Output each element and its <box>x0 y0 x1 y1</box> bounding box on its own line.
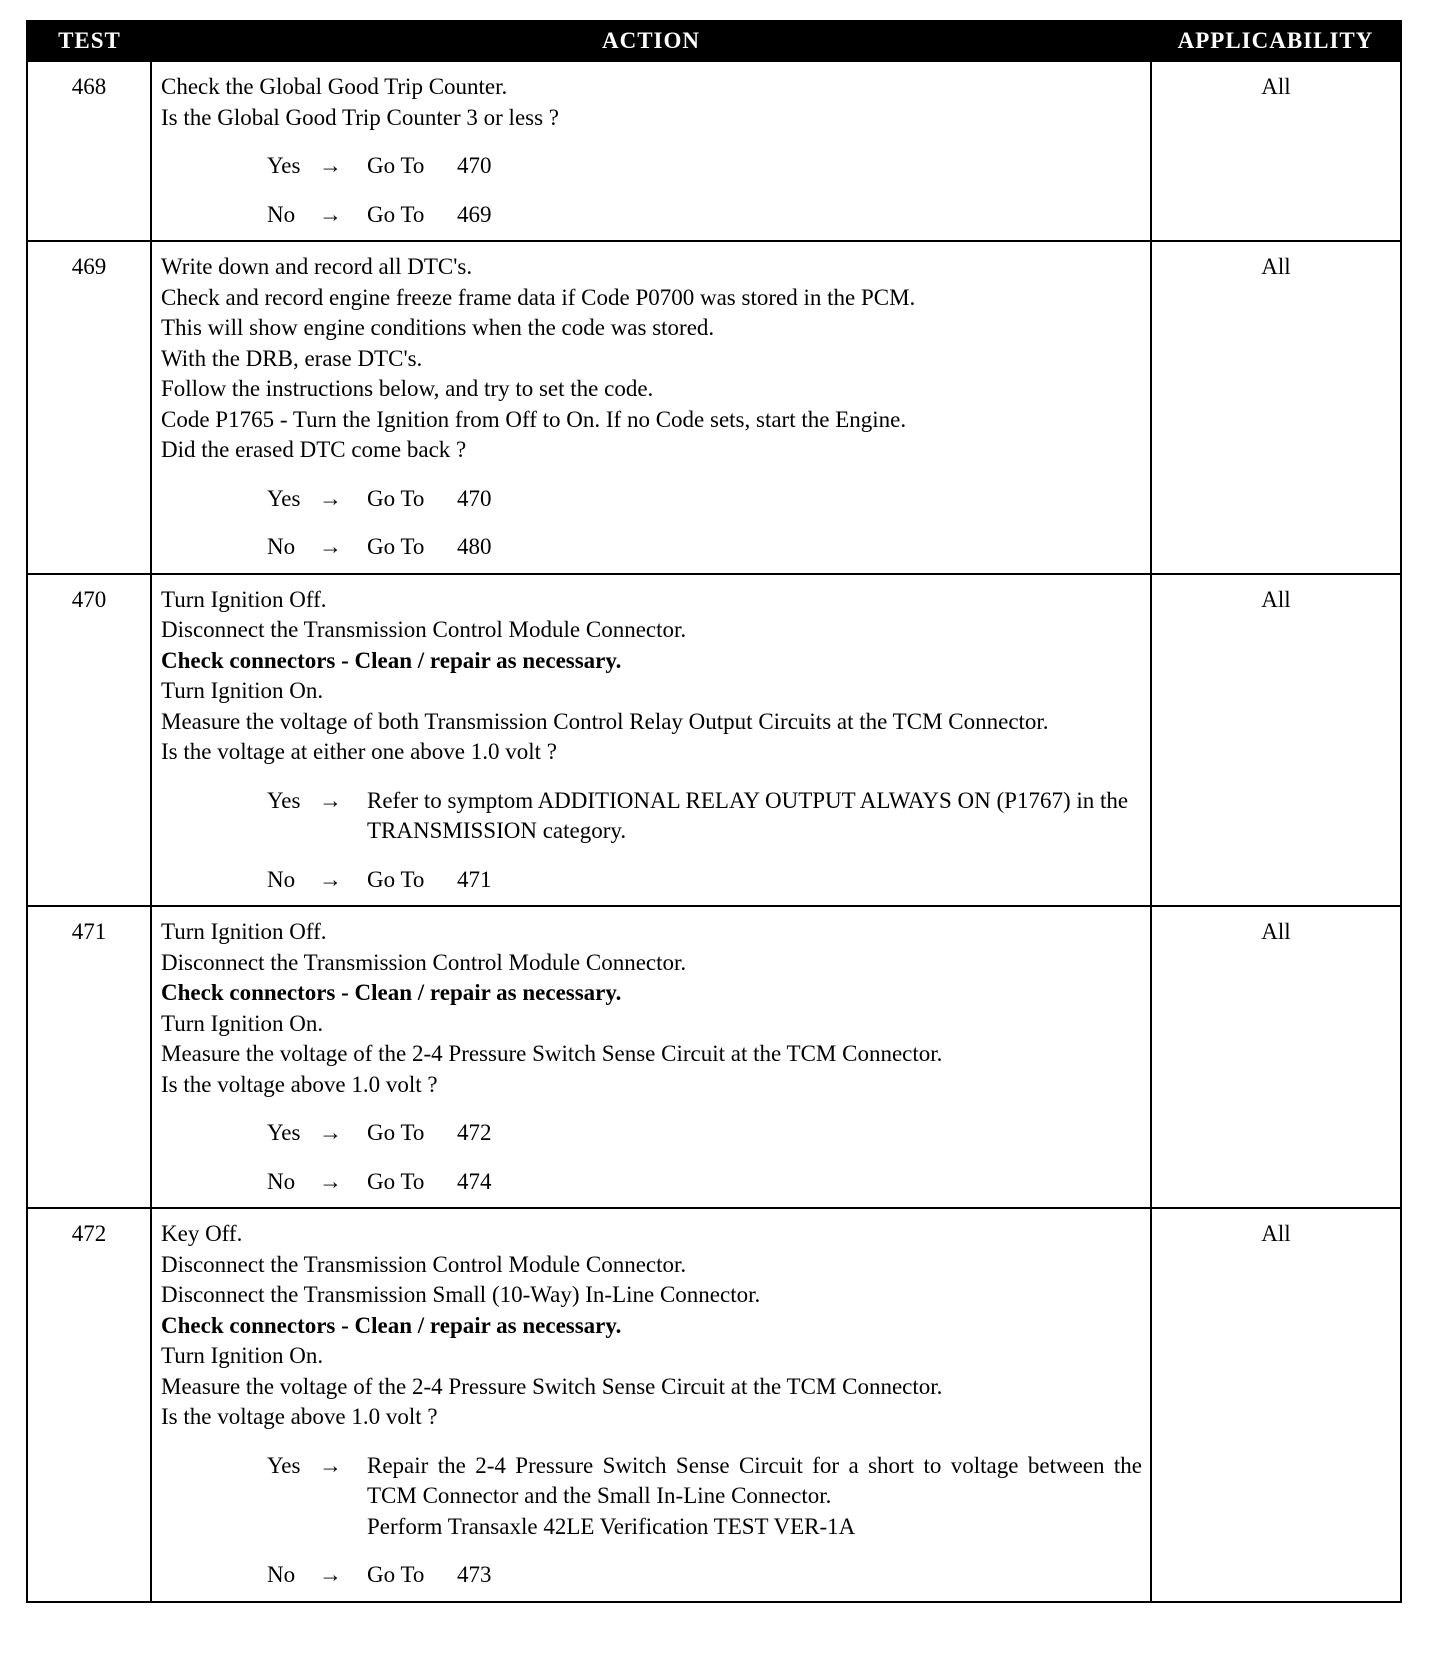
outcome-result <box>367 200 1142 231</box>
action-line: Disconnect the Transmission Control Module Connector. <box>161 617 687 642</box>
outcome-instruction: Repair the 2-4 Pressure Switch Sense Circuit for a short to voltage between the TCM Connector and the Small In-Line Connector. <box>367 1452 1142 1508</box>
applicability-value: All <box>1151 61 1400 241</box>
goto-label: Go To <box>367 1120 425 1145</box>
outcomes <box>161 1451 1142 1591</box>
outcome-answer: No <box>267 1168 296 1194</box>
outcome-result <box>367 786 1142 847</box>
action-line: Disconnect the Transmission Control Module Connector. <box>161 1251 687 1277</box>
action-line: This will show engine conditions when the code was stored. <box>161 315 715 340</box>
goto-label: Go To <box>367 1168 425 1194</box>
outcome-no <box>161 1167 1142 1198</box>
goto-label: Go To <box>367 153 425 178</box>
test-number: 469 <box>28 241 151 574</box>
outcome-yes <box>161 484 1142 515</box>
action-line: Write down and record all DTC's. <box>161 254 473 279</box>
outcome-yes <box>161 151 1142 182</box>
action-line: Measure the voltage of both Transmission Control Relay Output Circuits at the TCM Connector. <box>161 708 1049 734</box>
action-line: Is the voltage at either one above 1.0 volt ? <box>161 739 557 764</box>
action-cell <box>151 241 1151 574</box>
goto-label: Go To <box>367 485 425 511</box>
action-line: Measure the voltage of the 2-4 Pressure Switch Sense Circuit at the TCM Connector. <box>161 1041 943 1066</box>
action-line: Check and record engine freeze frame data if Code P0700 was stored in the PCM. <box>161 284 916 310</box>
applicability-value: All <box>1151 1208 1400 1601</box>
outcome-no <box>161 865 1142 896</box>
goto-target: 471 <box>457 866 492 892</box>
action-line: Is the voltage above 1.0 volt ? <box>161 1071 438 1097</box>
outcome-instruction: Refer to symptom ADDITIONAL RELAY OUTPUT ALWAYS ON (P1767) in the TRANSMISSION category. <box>367 787 1129 843</box>
outcome-answer: No <box>267 866 296 892</box>
applicability-value: All <box>1151 574 1400 907</box>
action-line: Turn Ignition Off. <box>161 919 327 944</box>
goto-target: 480 <box>457 534 492 559</box>
header-row <box>28 22 1400 61</box>
outcome-result <box>367 1167 1142 1198</box>
action-line: Turn Ignition Off. <box>161 586 327 612</box>
outcome-result <box>367 1118 1142 1149</box>
goto-target: 474 <box>457 1168 492 1194</box>
right-arrow-icon: → <box>319 1168 342 1194</box>
action-cell <box>151 61 1151 241</box>
outcome-result <box>367 865 1142 896</box>
right-arrow-icon: → <box>319 787 342 813</box>
action-warning-line: Check connectors - Clean / repair as necessary. <box>161 980 622 1005</box>
outcome-no <box>161 200 1142 231</box>
outcome-yes <box>161 1451 1142 1543</box>
right-arrow-icon: → <box>319 866 342 892</box>
outcome-result <box>367 484 1142 515</box>
diagnostic-procedure-table <box>26 20 1402 1603</box>
outcomes <box>161 786 1142 896</box>
action-line: Code P1765 - Turn the Ignition from Off to On. If no Code sets, start the Engine. <box>161 406 907 432</box>
applicability-value: All <box>1151 906 1400 1208</box>
table-row <box>28 574 1400 907</box>
goto-label: Go To <box>367 866 425 892</box>
test-number: 471 <box>28 906 151 1208</box>
right-arrow-icon: → <box>319 153 342 178</box>
goto-target: 473 <box>457 1562 492 1587</box>
outcome-answer: Yes <box>267 1452 301 1478</box>
applicability-value: All <box>1151 241 1400 574</box>
goto-label: Go To <box>367 534 425 559</box>
action-line: Did the erased DTC come back ? <box>161 437 467 462</box>
goto-target: 469 <box>457 201 492 227</box>
goto-label: Go To <box>367 201 425 227</box>
action-warning-line: Check connectors - Clean / repair as necessary. <box>161 1312 622 1338</box>
action-column-header: ACTION <box>151 22 1151 61</box>
outcome-answer: No <box>267 534 296 559</box>
procedure-table <box>28 22 1400 1601</box>
outcome-result <box>367 1451 1142 1543</box>
test-column-header: TEST <box>28 22 151 61</box>
action-line: With the DRB, erase DTC's. <box>161 345 423 371</box>
goto-target: 470 <box>457 485 492 511</box>
outcome-result <box>367 532 1142 563</box>
action-line: Key Off. <box>161 1221 243 1246</box>
table-row <box>28 1208 1400 1601</box>
outcome-answer: Yes <box>267 1120 301 1145</box>
action-line: Turn Ignition On. <box>161 1343 324 1368</box>
goto-label: Go To <box>367 1562 425 1587</box>
action-line: Follow the instructions below, and try to set the code. <box>161 376 654 401</box>
action-warning-line: Check connectors - Clean / repair as necessary. <box>161 647 622 673</box>
outcomes <box>161 1118 1142 1197</box>
right-arrow-icon: → <box>319 485 342 511</box>
right-arrow-icon: → <box>319 1120 342 1145</box>
outcome-result <box>367 151 1142 182</box>
right-arrow-icon: → <box>319 1452 342 1478</box>
outcomes <box>161 484 1142 563</box>
outcome-answer: No <box>267 1562 296 1587</box>
table-row <box>28 906 1400 1208</box>
test-number: 468 <box>28 61 151 241</box>
right-arrow-icon: → <box>319 1562 342 1587</box>
outcome-result <box>367 1560 1142 1591</box>
action-cell <box>151 574 1151 907</box>
applicability-column-header: APPLICABILITY <box>1151 22 1400 61</box>
table-row <box>28 61 1400 241</box>
action-line: Disconnect the Transmission Control Module Connector. <box>161 949 687 975</box>
action-line: Check the Global Good Trip Counter. <box>161 74 508 99</box>
action-line: Is the Global Good Trip Counter 3 or less ? <box>161 104 560 130</box>
action-line: Is the voltage above 1.0 volt ? <box>161 1404 438 1429</box>
outcome-instruction: Perform Transaxle 42LE Verification TEST VER-1A <box>367 1513 856 1539</box>
action-line: Disconnect the Transmission Small (10-Way) In-Line Connector. <box>161 1282 761 1307</box>
outcome-answer: Yes <box>267 153 301 178</box>
outcome-no <box>161 1560 1142 1591</box>
action-line: Turn Ignition On. <box>161 1010 324 1036</box>
outcome-answer: No <box>267 201 296 227</box>
goto-target: 472 <box>457 1120 492 1145</box>
action-line: Measure the voltage of the 2-4 Pressure Switch Sense Circuit at the TCM Connector. <box>161 1373 943 1399</box>
test-number: 470 <box>28 574 151 907</box>
outcome-yes <box>161 1118 1142 1149</box>
right-arrow-icon: → <box>319 534 342 559</box>
outcome-answer: Yes <box>267 485 301 511</box>
action-cell <box>151 906 1151 1208</box>
action-cell <box>151 1208 1151 1601</box>
procedure-rows <box>28 61 1400 1601</box>
action-line: Turn Ignition On. <box>161 678 324 703</box>
right-arrow-icon: → <box>319 201 342 227</box>
outcomes <box>161 151 1142 230</box>
outcome-no <box>161 532 1142 563</box>
outcome-yes <box>161 786 1142 847</box>
test-number: 472 <box>28 1208 151 1601</box>
outcome-answer: Yes <box>267 787 301 813</box>
goto-target: 470 <box>457 153 492 178</box>
table-row <box>28 241 1400 574</box>
